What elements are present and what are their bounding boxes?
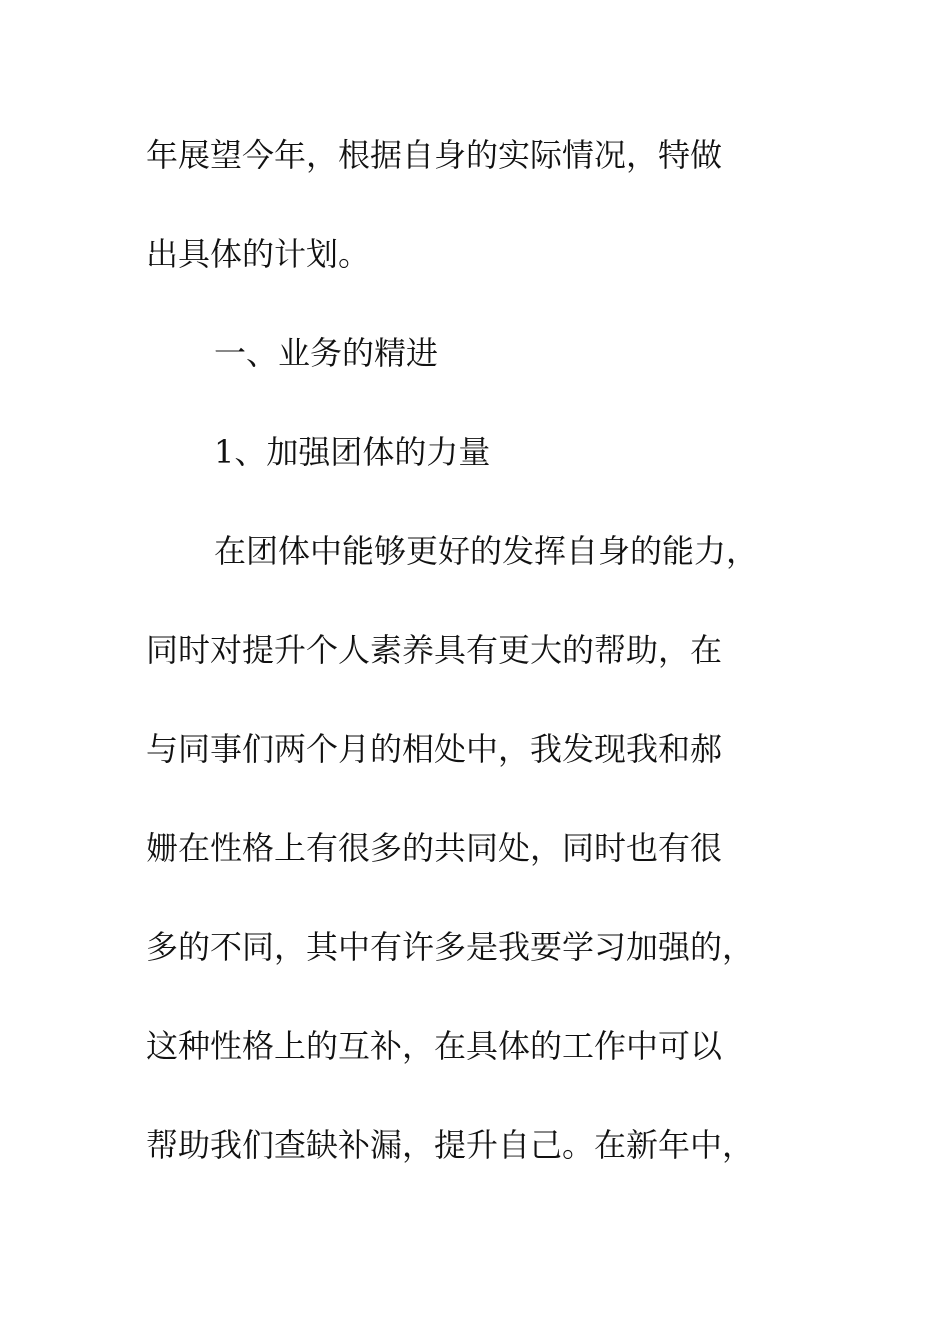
subsection-heading: 1、加强团体的力量 <box>214 433 491 471</box>
section-heading: 一、业务的精进 <box>214 334 439 372</box>
paragraph-line-6: 这种性格上的互补，在具体的工作中可以 <box>146 1027 723 1065</box>
paragraph-line-2: 同时对提升个人素养具有更大的帮助，在 <box>146 631 723 669</box>
paragraph-line-7: 帮助我们查缺补漏，提升自己。在新年中， <box>146 1126 755 1164</box>
paragraph-line-5: 多的不同，其中有许多是我要学习加强的， <box>146 928 755 966</box>
paragraph-line-1: 在团体中能够更好的发挥自身的能力， <box>214 532 759 570</box>
paragraph-line-3: 与同事们两个月的相处中，我发现我和郝 <box>146 730 723 768</box>
text-line-2: 出具体的计划。 <box>146 235 371 273</box>
text-line-1: 年展望今年，根据自身的实际情况，特做 <box>146 136 723 174</box>
paragraph-line-4: 姗在性格上有很多的共同处，同时也有很 <box>146 829 723 867</box>
